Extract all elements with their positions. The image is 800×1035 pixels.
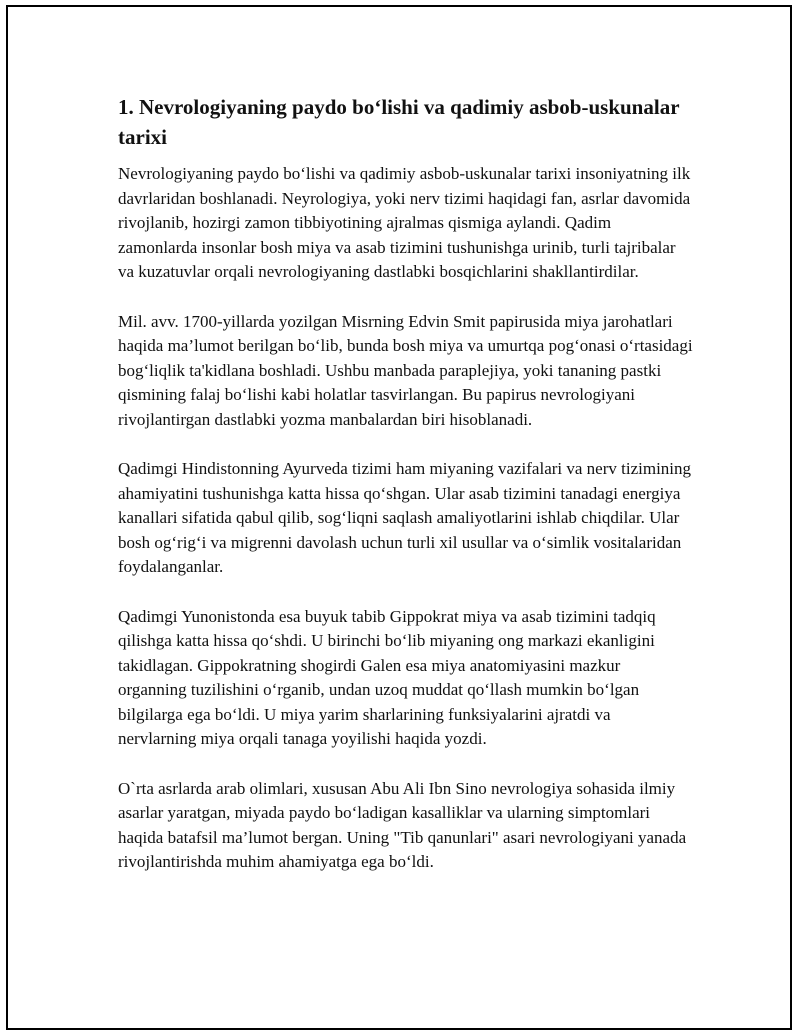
paragraph-5: O`rta asrlarda arab olimlari, xususan Abu Ali Ibn Sino nevrologiya sohasida ilmiy asarlar yaratgan, miyada paydo bo‘ladigan kasalliklar va ularning simptomlari haqida batafsil ma’lumot bergan. Uning "Tib qanunlari" asari nevrologiyani yanada rivojlantirishda muhim ahamiyatga ega bo‘ldi. [118,778,687,871]
paragraph-4: Qadimgi Yunonistonda esa buyuk tabib Gippokrat miya va asab tizimini tadqiq qilishga katta hissa qo‘shdi. U birinchi bo‘lib miyaning ong markazi ekanligini takidlagan. Gippokratning shogirdi Galen esa miya anatomiyasini mazkur organning tuzilishini o‘rganib, undan uzoq muddat qo‘llash mumkin bo‘lgan bilgilarga ega bo‘ldi. U miya yarim sharlarining funksiyalarini ajratdi va nervlarning miya orqali tanaga yoyilishi haqida yozdi. [118,606,656,748]
document-body [118,92,693,900]
paragraph-2: Mil. avv. 1700-yillarda yozilgan Misrning Edvin Smit papirusida miya jarohatlari haqida ma’lumot berilgan bo‘lib, bunda bosh miya va umurtqa pog‘onasi o‘rtasidagi bog‘liqlik ta'kidlana boshladi. Ushbu manbada paraplejiya, yoki tananing pastki qismining falaj bo‘lishi kabi holatlar tasvirlangan. Bu papirus nevrologiyani rivojlantirgan dastlabki yozma manbalardan biri hisoblanadi. [118,311,693,429]
paragraph-3: Qadimgi Hindistonning Ayurveda tizimi ham miyaning vazifalari va nerv tizimining ahamiyatini tushunishga katta hissa qo‘shgan. Ular asab tizimini tanadagi energiya kanallari sifatida qabul qilib, sog‘liqni saqlash amaliyotlarini ishlab chiqdilar. Ular bosh og‘rig‘i va migrenni davolash uchun turli xil usullar va o‘simlik vositalaridan foydalanganlar. [118,459,692,576]
section-heading: 1. Nevrologiyaning paydo bo‘lishi va qadimiy asbob-uskunalar tarixi [118,95,680,149]
paragraph-1: Nevrologiyaning paydo bo‘lishi va qadimiy asbob-uskunalar tarixi insoniyatning ilk davrlaridan boshlanadi. Neyrologiya, yoki nerv tizimi haqidagi fan, asrlar davomida rivojlanib, hozirgi zamon tibbiyotining ajralmas qismiga aylandi. Qadim zamonlarda insonlar bosh miya va asab tizimini tushunishga urinib, turli tajribalar va kuzatuvlar orqali nevrologiyaning dastlabki bosqichlarini shakllantirdilar. [118,164,691,281]
